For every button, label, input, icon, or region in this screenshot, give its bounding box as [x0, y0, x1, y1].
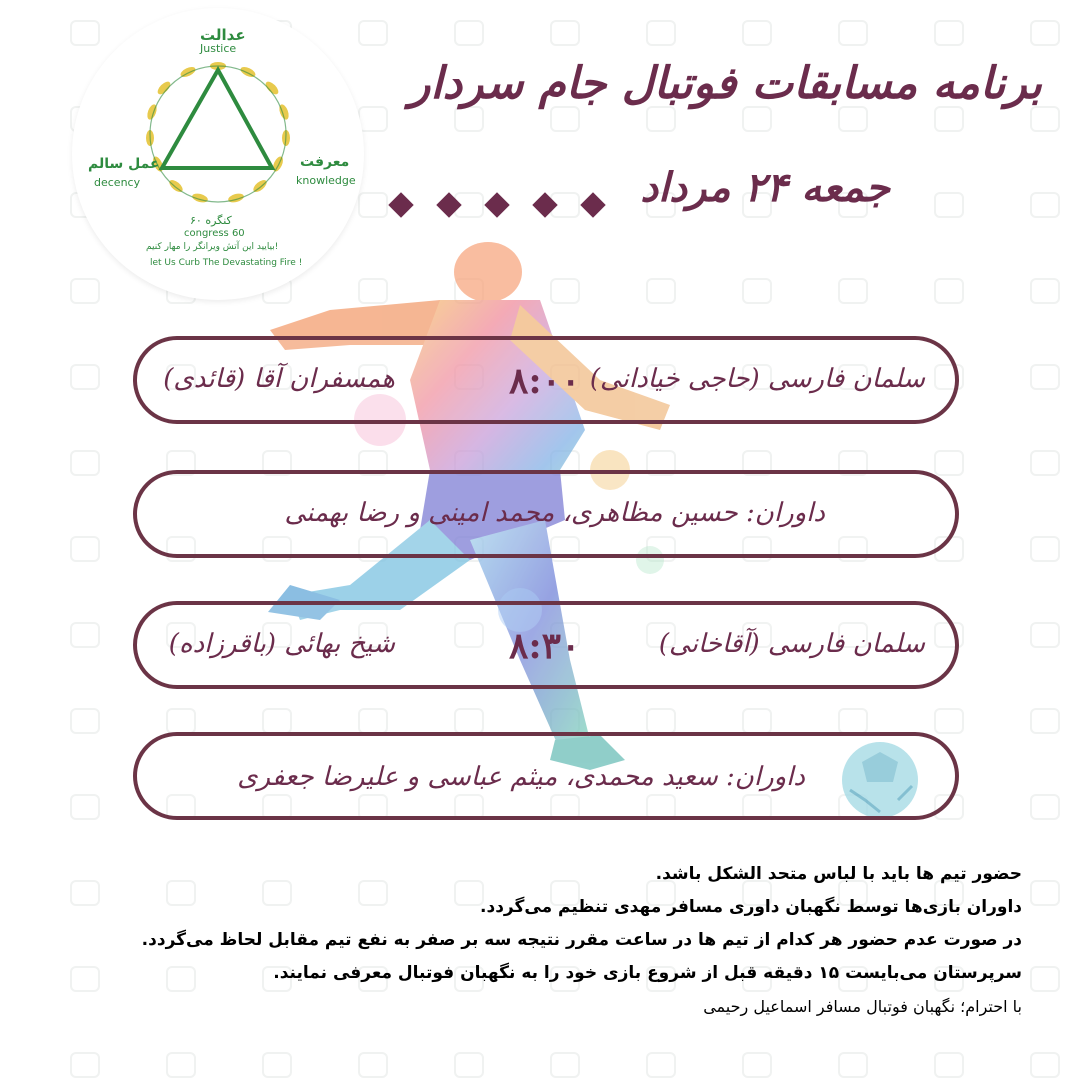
logo-decency-fa: عمل سالم: [88, 156, 160, 172]
referees-box-1: [133, 470, 959, 558]
congress60-logo: [72, 8, 364, 300]
match-1-team-right: سلمان فارسی (حاجی خیادانی): [589, 364, 925, 394]
logo-justice-fa: عدالت: [200, 26, 246, 44]
logo-congress-en: congress 60: [184, 228, 245, 239]
note-line: داوران بازی‌ها توسط نگهبان داوری مسافر مهدی تنظیم می‌گردد.: [480, 897, 1022, 917]
rules-notes: [122, 858, 1022, 1023]
signature-line: با احترام؛ نگهبان فوتبال مسافر اسماعیل رحیمی: [703, 997, 1022, 1016]
note-line: حضور تیم ها باید با لباس متحد الشکل باشد.: [655, 864, 1022, 884]
match-2-team-right: سلمان فارسی (آقاخانی): [658, 629, 925, 659]
diamond-icon: [580, 192, 605, 217]
diamond-icon: [388, 192, 413, 217]
note-line: در صورت عدم حضور هر کدام از تیم ها در ساعت مقرر نتیجه سه بر صفر به نفع تیم مقابل لحاظ می‌گردد.: [141, 930, 1022, 950]
logo-justice-en: Justice: [200, 42, 237, 55]
logo-decency-en: decency: [94, 176, 141, 189]
referees-1-text: داوران: حسین مظاهری، محمد امینی و رضا بهمنی: [284, 498, 825, 528]
match-2-team-left: شیخ بهائی (باقرزاده): [168, 629, 395, 659]
decorative-diamonds: [388, 192, 610, 222]
note-line: سرپرستان می‌بایست ۱۵ دقیقه قبل از شروع بازی خود را به نگهبان فوتبال معرفی نمایند.: [273, 963, 1022, 983]
match-box-2: [133, 601, 959, 689]
logo-congress-fa: کنگره ۶۰: [190, 214, 232, 227]
diamond-icon: [436, 192, 461, 217]
date-subtitle: جمعه ۲۴ مرداد: [640, 164, 890, 211]
referees-box-2: [133, 732, 959, 820]
match-2-time: ۸:۳۰: [509, 625, 581, 667]
logo-knowledge-en: knowledge: [296, 174, 356, 187]
match-1-time: ۸:۰۰: [509, 360, 581, 402]
referees-2-text: داوران: سعید محمدی، میثم عباسی و علیرضا جعفری: [237, 762, 805, 792]
logo-slogan-en: let Us Curb The Devastating Fire !: [150, 258, 303, 268]
diamond-icon: [532, 192, 557, 217]
logo-knowledge-fa: معرفت: [300, 154, 350, 170]
match-1-team-left: همسفران آقا (قائدی): [163, 364, 395, 394]
diamond-icon: [484, 192, 509, 217]
match-box-1: [133, 336, 959, 424]
page-title: برنامه مسابقات فوتبال جام سردار: [409, 58, 1042, 109]
logo-slogan-fa: بیایید این آتش ویرانگر را مهار کنیم!: [146, 242, 279, 252]
